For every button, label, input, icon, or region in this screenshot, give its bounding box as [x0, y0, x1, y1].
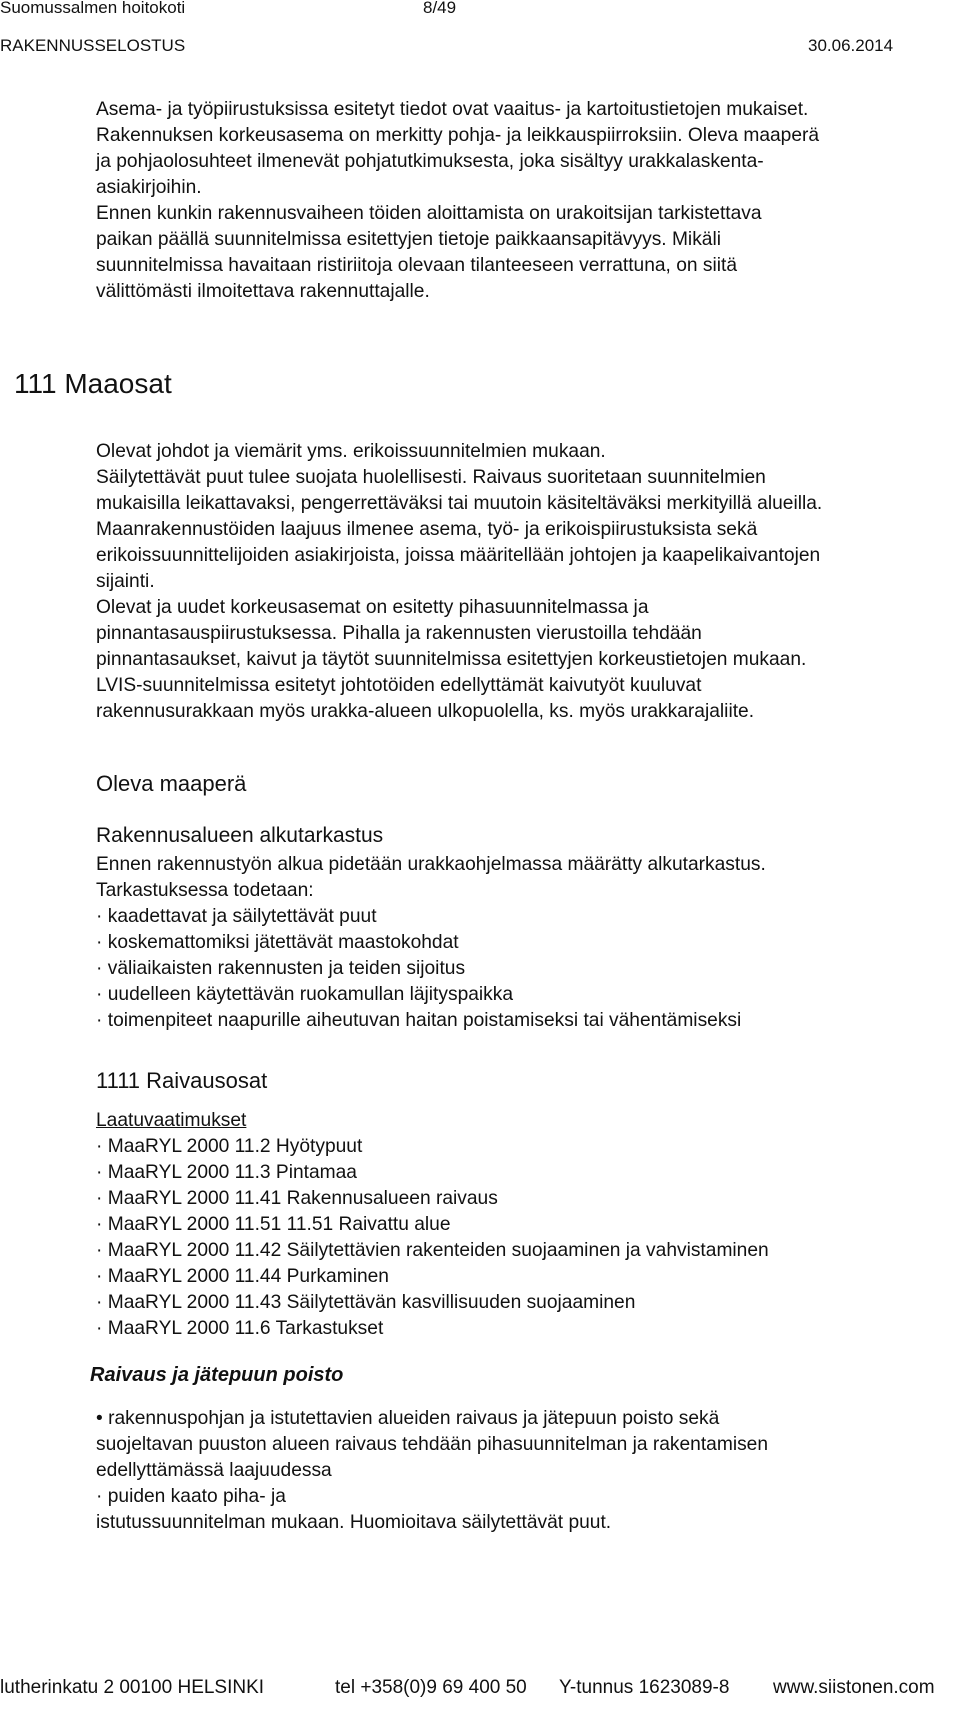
body-line: sijainti.	[96, 571, 155, 592]
section-heading-111: 111 Maaosat	[14, 368, 172, 399]
footer-address: lutherinkatu 2 00100 HELSINKI	[0, 1677, 265, 1698]
intro-line: paikan päällä suunnitelmissa esitettyjen tietoje paikkaansapitävyys. Mikäli	[96, 229, 721, 250]
list-item: · väliaikaisten rakennusten ja teiden sijoitus	[96, 956, 960, 982]
intro-line: Asema- ja työpiirustuksissa esitetyt tiedot ovat vaaitus- ja kartoitustietojen mukaiset.	[96, 99, 809, 120]
footer-website[interactable]: www.siistonen.com	[773, 1677, 935, 1698]
document-type: RAKENNUSSELOSTUS	[0, 36, 186, 55]
heading-raivaus: Raivaus ja jätepuun poisto	[90, 1364, 344, 1386]
inspection-list	[96, 904, 960, 1034]
list-item: · MaaRYL 2000 11.43 Säilytettävän kasvillisuuden suojaaminen	[96, 1290, 960, 1316]
header-title: Suomussalmen hoitokoti	[0, 0, 186, 17]
body-line: edellyttämässä laajuudessa	[96, 1460, 332, 1481]
body-line: istutussuunnitelman mukaan. Huomioitava säilytettävät puut.	[96, 1512, 612, 1533]
body-line: Olevat johdot ja viemärit yms. erikoissuunnitelmien mukaan.	[96, 441, 606, 462]
alkutarkastus-body	[96, 852, 960, 1034]
document-date: 30.06.2014	[808, 36, 894, 55]
footer-business-id: Y-tunnus 1623089-8	[559, 1677, 730, 1698]
list-item: · toimenpiteet naapurille aiheutuvan haitan poistamiseksi tai vähentämiseksi	[96, 1008, 960, 1034]
body-line: Maanrakennustöiden laajuus ilmenee asema, työ- ja erikoispiirustuksista sekä	[96, 519, 758, 540]
heading-oleva-maapera: Oleva maaperä	[96, 771, 247, 796]
list-item: · kaadettavat ja säilytettävät puut	[96, 904, 960, 930]
intro-line: välittömästi ilmoitettava rakennuttajalle.	[96, 281, 430, 302]
intro-line: Ennen kunkin rakennusvaiheen töiden aloittamista on urakoitsijan tarkistettava	[96, 203, 762, 224]
list-item: · uudelleen käytettävän ruokamullan läjityspaikka	[96, 982, 960, 1008]
raivaus-item-1-text: rakennuspohjan ja istutettavien alueiden raivaus ja jätepuun poisto sekä	[108, 1408, 720, 1429]
footer-phone: tel +358(0)9 69 400 50	[335, 1677, 527, 1698]
intro-line: Rakennuksen korkeusasema on merkitty pohja- ja leikkauspiirroksiin. Oleva maaperä	[96, 125, 820, 146]
body-line: pinnantasaukset, kaivut ja täytöt suunnitelmissa esitettyjen korkeustietojen mukaan.	[96, 649, 807, 670]
body-line: rakennusurakkaan myös urakka-alueen ulkopuolella, ks. myös urakkarajaliite.	[96, 701, 755, 722]
list-item: · MaaRYL 2000 11.51 11.51 Raivattu alue	[96, 1212, 960, 1238]
body-line: Ennen rakennustyön alkua pidetään urakkaohjelmassa määrätty alkutarkastus.	[96, 854, 766, 875]
list-item: · MaaRYL 2000 11.2 Hyötypuut	[96, 1134, 960, 1160]
body-line: Tarkastuksessa todetaan:	[96, 880, 314, 901]
intro-paragraph	[96, 97, 960, 305]
bullet-icon: ·	[96, 1486, 108, 1507]
raivaus-item-1-line	[96, 1406, 960, 1432]
body-line: suojeltavan puuston alueen raivaus tehdään pihasuunnitelman ja rakentamisen	[96, 1434, 769, 1455]
page-number: 8/49	[423, 0, 457, 17]
section-heading-1111: 1111 Raivausosat	[96, 1068, 268, 1093]
raivaus-item-2-text: puiden kaato piha- ja	[107, 1486, 286, 1507]
raivaus-body	[96, 1406, 960, 1536]
list-item: · MaaRYL 2000 11.6 Tarkastukset	[96, 1316, 960, 1342]
body-line: pinnantasauspiirustuksessa. Pihalla ja rakennusten vierustoilla tehdään	[96, 623, 702, 644]
heading-alkutarkastus: Rakennusalueen alkutarkastus	[96, 824, 384, 847]
requirements-list	[96, 1134, 960, 1342]
raivaus-item-2-line	[96, 1484, 960, 1510]
body-line: mukaisilla leikattavaksi, pengerrettäväksi tai muutoin käsiteltäväksi merkityillä alueilla.	[96, 493, 823, 514]
section-111-body	[96, 439, 960, 725]
list-item: · MaaRYL 2000 11.44 Purkaminen	[96, 1264, 960, 1290]
body-line: Säilytettävät puut tulee suojata huolellisesti. Raivaus suoritetaan suunnitelmien	[96, 467, 766, 488]
bullet-icon: •	[96, 1408, 109, 1429]
intro-line: asiakirjoihin.	[96, 177, 202, 198]
body-line: erikoissuunnittelijoiden asiakirjoista, joissa määritellään johtojen ja kaapelikaivantojen	[96, 545, 821, 566]
list-item: · MaaRYL 2000 11.42 Säilytettävien rakenteiden suojaaminen ja vahvistaminen	[96, 1238, 960, 1264]
intro-line: ja pohjaolosuhteet ilmenevät pohjatutkimuksesta, joka sisältyy urakkalaskenta-	[96, 151, 764, 172]
list-item: · MaaRYL 2000 11.41 Rakennusalueen raivaus	[96, 1186, 960, 1212]
intro-line: suunnitelmissa havaitaan ristiriitoja olevaan tilanteeseen verrattuna, on siitä	[96, 255, 738, 276]
body-line: Olevat ja uudet korkeusasemat on esitetty pihasuunnitelmassa ja	[96, 597, 649, 618]
section-1111-body	[96, 1108, 960, 1342]
body-line: LVIS-suunnitelmissa esitetyt johtotöiden edellyttämät kaivutyöt kuuluvat	[96, 675, 702, 696]
list-item: · koskemattomiksi jätettävät maastokohdat	[96, 930, 960, 956]
list-item: · MaaRYL 2000 11.3 Pintamaa	[96, 1160, 960, 1186]
requirements-label: Laatuvaatimukset	[96, 1110, 247, 1131]
